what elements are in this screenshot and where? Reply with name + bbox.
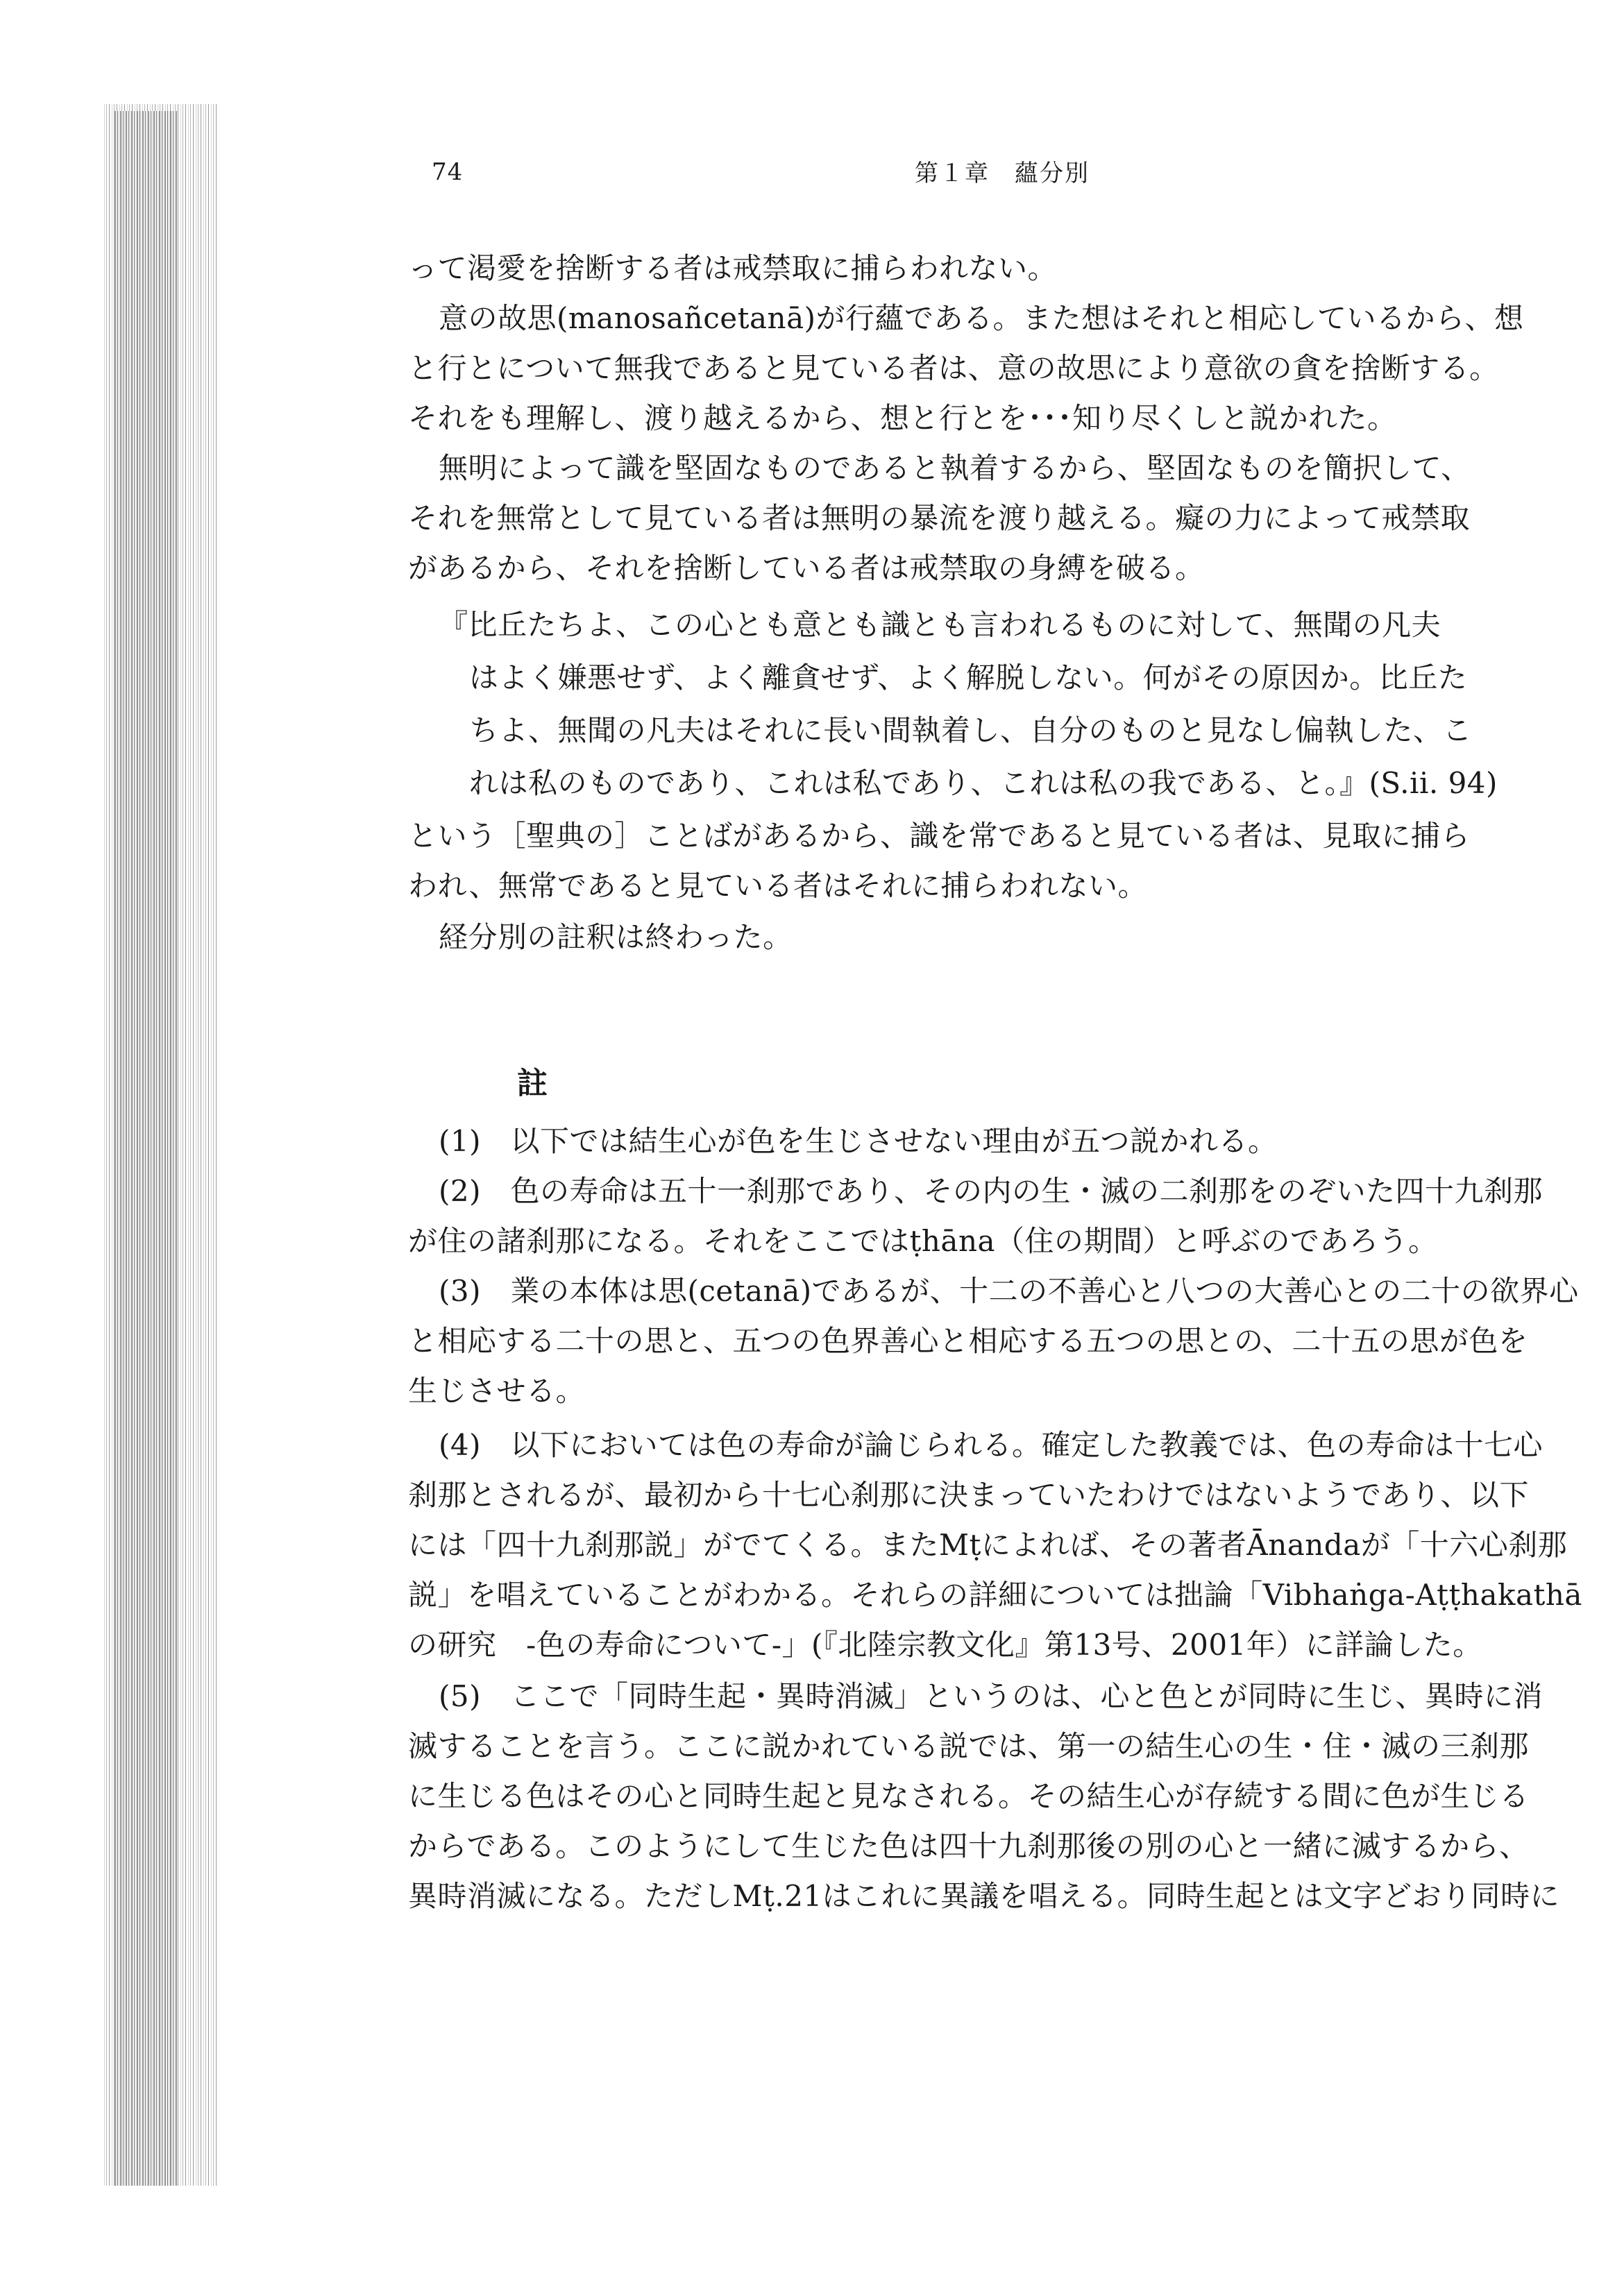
body-line: って渇愛を捨断する者は戒禁取に捕らわれない。 [408, 251, 1058, 285]
note-line: (2) 色の寿命は五十一刹那であり、その内の生・滅の二刹那をのぞいた四十九刹那 [439, 1174, 1543, 1208]
body-line: 無明によって識を堅固なものであると執着するから、堅固なものを簡択して、 [439, 451, 1471, 485]
body-line: われ、無常であると見ている者はそれに捕らわれない。 [408, 869, 1148, 903]
note-line: (4) 以下においては色の寿命が論じられる。確定した教義では、色の寿命は十七心 [439, 1428, 1543, 1462]
body-line: があるから、それを捨断している者は戒禁取の身縛を破る。 [408, 551, 1205, 585]
notes-heading: 註 [517, 1066, 548, 1101]
quote-line: 『比丘たちよ、この心とも意とも識とも言われるものに対して、無聞の凡夫 [439, 608, 1441, 642]
page-number: 74 [432, 158, 464, 186]
note-line: 説」を唱えていることがわかる。それらの詳細については拙論「Vibhaṅga-Aṭṭhakathā [408, 1578, 1582, 1612]
note-line: (3) 業の本体は思(cetanā)であるが、十二の不善心と八つの大善心との二十の欲界心 [439, 1274, 1579, 1308]
quote-line: はよく嫌悪せず、よく離貪せず、よく解脱しない。何がその原因か。比丘た [469, 661, 1468, 695]
body-line: それを無常として見ている者は無明の暴流を渡り越える。癡の力によって戒禁取 [408, 501, 1471, 535]
body-line: それをも理解し、渡り越えるから、想と行とを･･･知り尽くしと説かれた。 [408, 401, 1397, 435]
note-line: (5) ここで「同時生起・異時消滅」というのは、心と色とが同時に生じ、異時に消 [439, 1679, 1543, 1713]
note-line: 生じさせる。 [408, 1374, 586, 1408]
note-line: 異時消滅になる。ただしMṭ.21はこれに異議を唱える。同時生起とは文字どおり同時に [408, 1879, 1560, 1913]
note-line: に生じる色はその心と同時生起と見なされる。その結生心が存続する間に色が生じる [408, 1779, 1530, 1813]
body-line: という［聖典の］ことばがあるから、識を常であると見ている者は、見取に捕ら [408, 819, 1471, 853]
body-line: 経分別の註釈は終わった。 [439, 920, 793, 954]
body-line: と行とについて無我であると見ている者は、意の故思により意欲の貪を捨断する。 [408, 351, 1499, 385]
note-line: には「四十九刹那説」がでてくる。またMṭによれば、その著者Ānandaが「十六心刹那 [408, 1528, 1568, 1562]
note-line: 滅することを言う。ここに説かれている説では、第一の結生心の生・住・滅の三刹那 [408, 1729, 1530, 1763]
note-line: からである。このようにして生じた色は四十九刹那後の別の心と一緒に滅するから、 [408, 1829, 1529, 1863]
binding-shadow-core [115, 111, 177, 2186]
body-line: 意の故思(manosañcetanā)が行蘊である。また想はそれと相応しているから、想 [439, 301, 1524, 335]
note-line: と相応する二十の思と、五つの色界善心と相応する五つの思との、二十五の思が色を [408, 1324, 1528, 1358]
note-line: (1) 以下では結生心が色を生じさせない理由が五つ説かれる。 [439, 1124, 1278, 1158]
note-line: の研究 -色の寿命について-」(『北陸宗教文化』第13号、2001年）に詳論した。 [408, 1628, 1482, 1662]
quote-line: れは私のものであり、これは私であり、これは私の我である、と。』(S.ii. 94) [469, 766, 1498, 800]
quote-line: ちよ、無聞の凡夫はそれに長い間執着し、自分のものと見なし偏執した、こ [469, 713, 1473, 747]
note-line: が住の諸刹那になる。それをここではṭhāna（住の期間）と呼ぶのであろう。 [408, 1224, 1438, 1258]
running-head: 第１章 蘊分別 [915, 160, 1090, 187]
note-line: 刹那とされるが、最初から十七心刹那に決まっていたわけではないようであり、以下 [408, 1478, 1530, 1512]
